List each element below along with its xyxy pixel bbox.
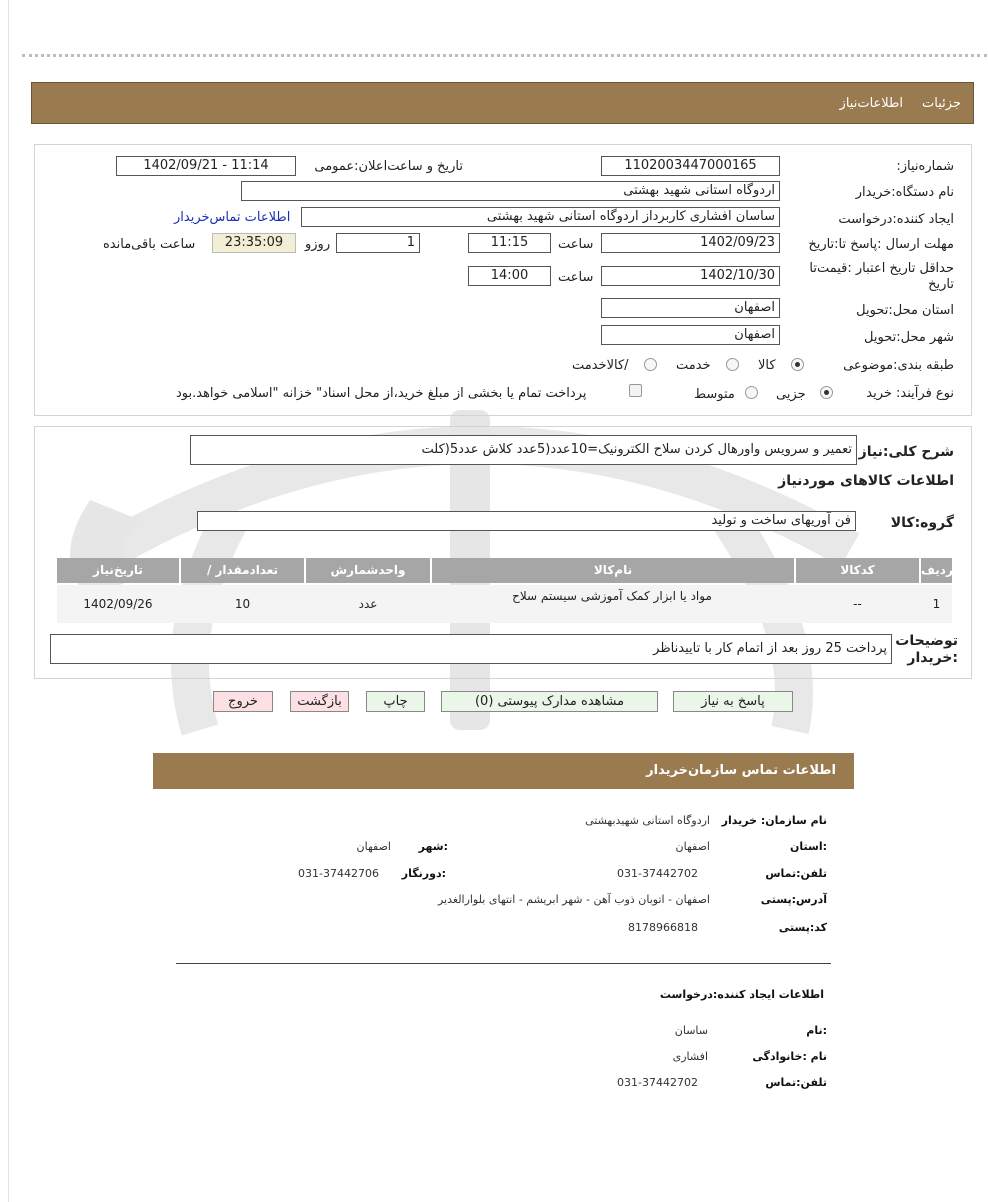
row-unit: عدد	[358, 597, 378, 611]
city-field: اصفهان	[601, 325, 780, 345]
contact-province-label: :استان	[790, 840, 827, 853]
buyer-contact-title: اطلاعات تماس سازمان‌خریدار	[646, 763, 836, 778]
col-date-header: تاریخ‌نیاز	[57, 558, 179, 583]
category-goods-service-radio[interactable]	[644, 358, 657, 371]
contact-city-label: :شهر	[418, 840, 448, 853]
table-row	[57, 585, 952, 623]
province-field: اصفهان	[601, 298, 780, 318]
tab-need-info[interactable]: اطلاعات‌نیاز	[839, 96, 903, 111]
category-goods-radio[interactable]	[791, 358, 804, 371]
remaining-time-label: ساعت باقی‌مانده	[103, 237, 196, 252]
creator-title: اطلاعات ایجاد کننده:درخواست	[659, 988, 824, 1001]
creator-family-label: نام :خانوادگی	[752, 1050, 827, 1063]
province-label: استان محل:تحویل	[856, 303, 954, 318]
col-name-header: نام‌کالا	[432, 558, 794, 583]
category-goods-service-label: /کالاخدمت	[572, 358, 629, 373]
contact-phone-label: تلفن:تماس	[765, 867, 827, 880]
reply-button[interactable]: پاسخ به نیاز	[673, 691, 793, 712]
row-code: --	[853, 597, 862, 611]
category-label: طبقه بندی:موضوعی	[843, 358, 954, 373]
deadline-time-field: 11:15	[468, 233, 551, 253]
creator-phone-label: تلفن:تماس	[765, 1076, 827, 1089]
contact-postal-value: 8178966818	[628, 921, 698, 934]
goods-info-title: اطلاعات کالاهای موردنیاز	[778, 473, 954, 489]
contact-address-value: اصفهان - اتوبان ذوب آهن - شهر ابریشم - انتهای بلوارالغدیر	[437, 893, 710, 906]
need-number-label: شماره‌نیاز:	[896, 159, 954, 174]
contact-province-value: اصفهان	[675, 840, 710, 853]
row-name: مواد یا ابزار کمک آموزشی سیستم سلاح	[512, 589, 712, 603]
creator-name-value: ساسان	[674, 1024, 708, 1037]
creator-family-value: افشاری	[672, 1050, 708, 1063]
print-button[interactable]: چاپ	[366, 691, 425, 712]
category-service-radio[interactable]	[726, 358, 739, 371]
category-service-label: خدمت	[676, 358, 711, 373]
requester-field: ساسان افشاری کاربرداز اردوگاه استانی شهید بهشتی	[301, 207, 780, 227]
validity-label: حداقل تاریخ اعتبار :قیمت‌تا تاریخ	[809, 261, 954, 292]
contact-address-label: آدرس:پستی	[760, 893, 827, 906]
back-button[interactable]: بازگشت	[290, 691, 349, 712]
days-field: 1	[336, 233, 420, 253]
validity-time-label: ساعت	[558, 270, 594, 285]
contact-phone-value: 031-37442702	[617, 867, 698, 880]
process-partial-radio[interactable]	[820, 386, 833, 399]
validity-date-field: 1402/10/30	[601, 266, 780, 286]
creator-phone-value: 031-37442702	[617, 1076, 698, 1089]
col-code-header: کدکالا	[796, 558, 919, 583]
deadline-time-label: ساعت	[558, 237, 594, 252]
buyer-notes-field: پرداخت 25 روز بعد از اتمام کار با تاییدناظر	[50, 634, 892, 664]
left-border	[8, 0, 9, 1202]
contact-postal-label: کد:پستی	[778, 921, 827, 934]
org-name-value: اردوگاه استانی شهیدبهشتی	[585, 814, 710, 827]
row-date: 1402/09/26	[83, 597, 153, 611]
city-label: شهر محل:تحویل	[864, 330, 954, 345]
process-partial-label: جزیی	[776, 387, 806, 402]
goods-group-label: گروه:کالا	[890, 515, 954, 531]
contact-city-value: اصفهان	[356, 840, 391, 853]
buyer-notes-label: توضیحات :خریدار	[895, 633, 958, 666]
requester-label: ایجاد کننده:درخواست	[838, 212, 954, 227]
remaining-time-field: 23:35:09	[212, 233, 296, 253]
tab-details[interactable]: جزئیات	[922, 96, 961, 111]
buyer-contact-link[interactable]: اطلاعات تماس‌خریدار	[174, 210, 291, 225]
treasury-payment-note: پرداخت تمام یا بخشی از مبلغ خرید،از محل اسناد" خزانه "اسلامی خواهد.بود	[176, 386, 587, 401]
buyer-contact-header	[153, 753, 854, 789]
col-unit-header: واحدشمارش	[306, 558, 430, 583]
process-type-label: نوع فرآیند: خرید	[866, 386, 954, 401]
general-description-label: شرح کلی:نیاز	[858, 444, 954, 460]
dotted-separator	[22, 54, 987, 57]
row-qty: 10	[234, 597, 251, 611]
page-header	[31, 82, 974, 124]
contact-divider	[176, 963, 831, 964]
process-medium-label: متوسط	[694, 387, 735, 402]
contact-fax-value: 031-37442706	[298, 867, 379, 880]
org-name-label: نام سازمان: خریدار	[721, 814, 827, 827]
general-description-field: تعمیر و سرویس واورهال کردن سلاح الکترونیک=10عدد(5عدد کلاش عدد5(کلت	[190, 435, 857, 465]
goods-group-field: فن آوریهای ساخت و تولید	[197, 511, 856, 531]
col-qty-header: / تعدادمقدار	[181, 558, 304, 583]
announce-date-label: تاریخ و ساعت‌اعلان:عمومی	[314, 159, 463, 174]
days-label: روزو	[305, 237, 331, 252]
treasury-payment-checkbox[interactable]	[629, 384, 642, 397]
validity-time-field: 14:00	[468, 266, 551, 286]
row-number: 1	[932, 597, 941, 611]
need-number-field: 1102003447000165	[601, 156, 780, 176]
col-row-header: ردیف	[921, 558, 952, 583]
view-attachments-button[interactable]: مشاهده مدارک پیوستی (0)	[441, 691, 658, 712]
buyer-org-field: اردوگاه استانی شهید بهشتی	[241, 181, 780, 201]
exit-button[interactable]: خروج	[213, 691, 273, 712]
process-medium-radio[interactable]	[745, 386, 758, 399]
buyer-org-label: نام دستگاه:خریدار	[855, 185, 954, 200]
creator-name-label: :نام	[806, 1024, 827, 1037]
deadline-date-field: 1402/09/23	[601, 233, 780, 253]
contact-fax-label: :دورنگار	[401, 867, 446, 880]
category-goods-label: کالا	[758, 358, 776, 373]
announce-date-field: 1402/09/21 - 11:14	[116, 156, 296, 176]
deadline-label: مهلت ارسال :پاسخ تا:تاریخ	[808, 237, 954, 252]
